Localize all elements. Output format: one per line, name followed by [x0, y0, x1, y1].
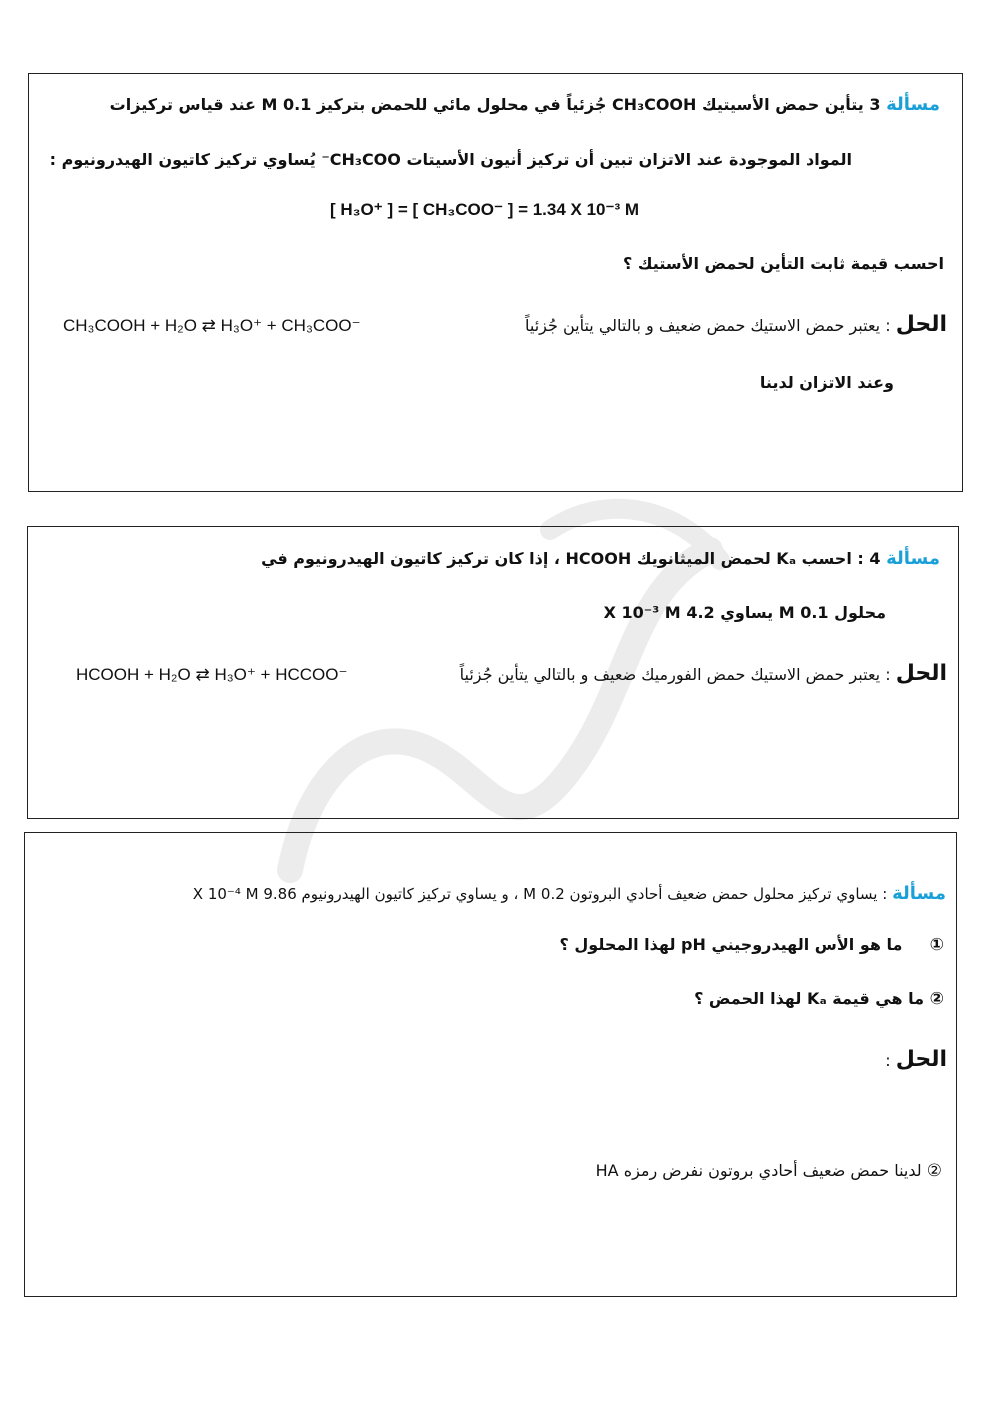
problem-3-question: احسب قيمة ثابت التأين لحمض الأستيك ؟ — [623, 254, 944, 273]
problem-5-line-1 — [193, 883, 946, 904]
solution-text: : يعتبر حمض الاستيك حمض الفورميك ضعيف و بالتالي يتأين جُزئياً — [459, 665, 891, 684]
part-2-line — [596, 1161, 942, 1181]
question-1-marker: ① — [929, 935, 944, 955]
problem-3-line-2: المواد الموجودة عند الاتزان تبين أن تركيز أنيون الأسيتات CH₃COO⁻ يُساوي تركيز كاتيون الهيدرونيوم : — [49, 150, 852, 169]
problem-4-solution-line — [460, 661, 947, 686]
solution-label: الحل — [895, 1047, 947, 1072]
question-2-marker: ② — [929, 989, 944, 1009]
part-2-text: لدينا حمض ضعيف أحادي بروتون نفرض رمزه HA — [595, 1161, 922, 1180]
problem-5-solution-line — [885, 1047, 947, 1072]
question-2 — [694, 989, 944, 1009]
question-1-text: ما هو الأس الهيدروجيني pH لهذا المحلول ؟ — [559, 935, 903, 954]
solution-label: الحل — [895, 312, 947, 337]
equilibrium-text: وعند الاتزان لدينا — [759, 373, 894, 392]
reaction-equation: CH₃COOH + H₂O ⇄ H₃O⁺ + CH₃COO⁻ — [63, 316, 361, 335]
reaction-equation: HCOOH + H₂O ⇄ H₃O⁺ + HCCOO⁻ — [76, 665, 348, 684]
problem-3-text: يتأين حمض الأسيتيك CH₃COOH جُزئياً في محلول مائي للحمض بتركيز 0.1 M عند قياس تركيزات — [109, 95, 864, 114]
problem-4-text: : احسب Kₐ لحمض الميثانويك HCOOH ، إذا كان تركيز كاتيون الهيدرونيوم في — [261, 549, 864, 568]
solution-colon: : — [885, 1051, 891, 1070]
problem-number: 4 — [869, 549, 881, 568]
problem-3-box — [28, 73, 963, 492]
problem-3-solution-line — [525, 312, 947, 337]
solution-text: : يعتبر حمض الاستيك حمض ضعيف و بالتالي يتأين جُزئياً — [524, 316, 891, 335]
problem-3-line-1 — [110, 94, 940, 115]
part-2-marker: ② — [926, 1161, 942, 1181]
equality-expression: [ H₃O⁺ ] = [ CH₃COO⁻ ] = 1.34 X 10⁻³ M — [330, 200, 640, 219]
problem-label: مسألة — [886, 548, 940, 569]
question-1 — [560, 935, 944, 955]
problem-label: مسألة — [886, 94, 940, 115]
problem-label: مسألة — [892, 883, 946, 904]
problem-4-line-2: محلول 0.1 M يساوي 4.2 X 10⁻³ M — [603, 603, 886, 622]
problem-5-text: : يساوي تركيز محلول حمض ضعيف أحادي البروتون 0.2 M ، و يساوي تركيز كاتيون الهيدرونيوم 9.86 X 10⁻⁴ M — [192, 885, 888, 903]
solution-label: الحل — [895, 661, 947, 686]
problem-4-line-1 — [261, 548, 940, 569]
question-2-text: ما هي قيمة Kₐ لهذا الحمض ؟ — [694, 989, 925, 1008]
problem-number: 3 — [869, 95, 881, 114]
